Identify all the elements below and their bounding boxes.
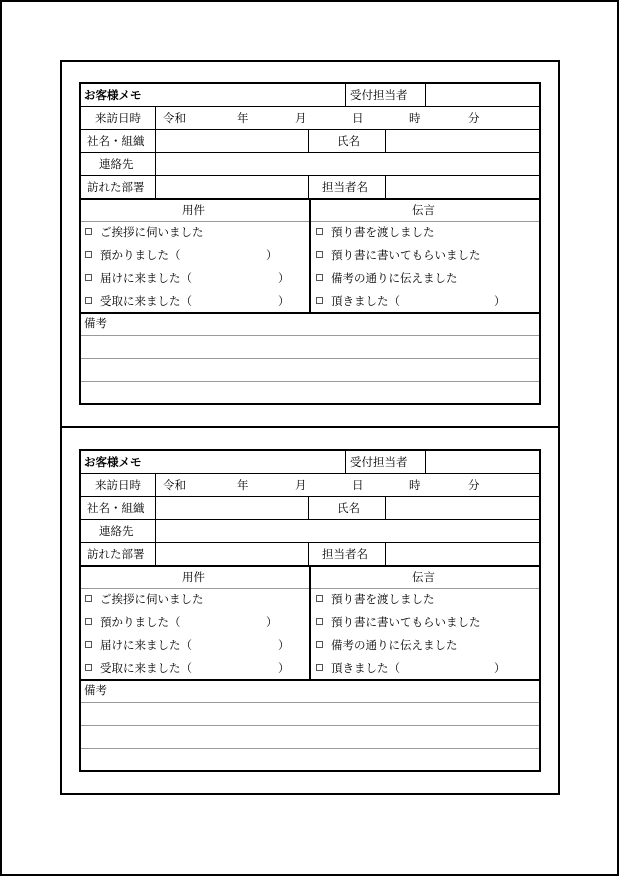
cut-line (60, 426, 560, 428)
checkbox-icon[interactable] (85, 297, 92, 304)
rule (155, 106, 156, 198)
rule (81, 679, 539, 681)
month-label: 月 (295, 478, 307, 492)
purpose-header: 用件 (182, 203, 205, 217)
rule (81, 175, 539, 176)
close-paren: ） (278, 271, 290, 285)
remarks-field[interactable] (81, 703, 539, 770)
close-paren: ） (494, 294, 506, 308)
name-label: 氏名 (337, 501, 360, 515)
close-paren: ） (494, 661, 506, 675)
name-label: 氏名 (337, 134, 360, 148)
message-header: 伝言 (412, 203, 435, 217)
message-item[interactable]: 預り書に書いてもらいました (316, 617, 481, 629)
receptionist-field[interactable] (429, 452, 537, 472)
rule (81, 106, 539, 107)
message-item[interactable]: 預り書を渡しました (316, 227, 435, 239)
day-label: 日 (352, 111, 364, 125)
rule (309, 565, 311, 679)
message-item[interactable]: 備考の通りに伝えました (316, 640, 458, 652)
purpose-item[interactable]: ご挨拶に伺いました (85, 594, 204, 606)
rule (308, 129, 309, 152)
rule (81, 496, 539, 497)
checkbox-icon[interactable] (85, 251, 92, 258)
customer-memo-card-1 (79, 82, 541, 405)
staff-label: 担当者名 (322, 180, 368, 194)
rule (425, 84, 426, 106)
purpose-item[interactable]: 預かりました（ (85, 617, 181, 629)
close-paren: ） (278, 294, 290, 308)
message-item[interactable]: 備考の通りに伝えました (316, 273, 458, 285)
staff-field[interactable] (387, 544, 537, 564)
rule (385, 542, 386, 565)
rule (81, 473, 539, 474)
purpose-item[interactable]: 届けに来ました（ (85, 273, 192, 285)
checkbox-icon[interactable] (316, 251, 323, 258)
message-item[interactable]: 頂きました（ (316, 296, 400, 308)
message-item[interactable]: 預り書に書いてもらいました (316, 250, 481, 262)
receptionist-label: 受付担当者 (350, 455, 408, 469)
company-field[interactable] (157, 498, 307, 518)
hour-label: 時 (409, 111, 421, 125)
checkbox-icon[interactable] (316, 641, 323, 648)
checkbox-icon[interactable] (316, 618, 323, 625)
year-label: 年 (237, 111, 249, 125)
purpose-item[interactable]: 受取に来ました（ (85, 663, 192, 675)
contact-label: 連絡先 (99, 524, 134, 538)
remarks-field[interactable] (81, 336, 539, 403)
close-paren: ） (278, 661, 290, 675)
message-item[interactable]: 頂きました（ (316, 663, 400, 675)
checkbox-icon[interactable] (85, 274, 92, 281)
company-label: 社名・組織 (87, 501, 145, 515)
close-paren: ） (266, 248, 278, 262)
rule (81, 129, 539, 130)
year-label: 年 (237, 478, 249, 492)
staff-field[interactable] (387, 177, 537, 197)
rule (308, 175, 309, 198)
minute-label: 分 (468, 478, 480, 492)
message-header: 伝言 (412, 570, 435, 584)
remarks-label: 備考 (84, 316, 107, 330)
rule (385, 175, 386, 198)
era-label: 令和 (163, 111, 186, 125)
rule (81, 152, 539, 153)
department-field[interactable] (157, 544, 307, 564)
rule (385, 129, 386, 152)
customer-memo-card-2 (79, 449, 541, 772)
checkbox-icon[interactable] (85, 595, 92, 602)
visit-datetime-label: 来訪日時 (95, 111, 141, 125)
purpose-item[interactable]: ご挨拶に伺いました (85, 227, 204, 239)
company-label: 社名・組織 (87, 134, 145, 148)
checkbox-icon[interactable] (85, 664, 92, 671)
memo-title: お客様メモ (84, 88, 142, 102)
contact-label: 連絡先 (99, 157, 134, 171)
receptionist-field[interactable] (429, 85, 537, 105)
name-field[interactable] (387, 498, 537, 518)
checkbox-icon[interactable] (316, 297, 323, 304)
rule (308, 542, 309, 565)
checkbox-icon[interactable] (316, 664, 323, 671)
company-field[interactable] (157, 131, 307, 151)
hour-label: 時 (409, 478, 421, 492)
name-field[interactable] (387, 131, 537, 151)
department-label: 訪れた部署 (87, 547, 145, 561)
rule (425, 451, 426, 473)
staff-label: 担当者名 (322, 547, 368, 561)
message-item[interactable]: 預り書を渡しました (316, 594, 435, 606)
rule (345, 84, 346, 106)
purpose-item[interactable]: 届けに来ました（ (85, 640, 192, 652)
month-label: 月 (295, 111, 307, 125)
checkbox-icon[interactable] (316, 228, 323, 235)
department-field[interactable] (157, 177, 307, 197)
receptionist-label: 受付担当者 (350, 88, 408, 102)
contact-field[interactable] (157, 521, 537, 541)
department-label: 訪れた部署 (87, 180, 145, 194)
purpose-item[interactable]: 預かりました（ (85, 250, 181, 262)
purpose-header: 用件 (182, 570, 205, 584)
checkbox-icon[interactable] (85, 228, 92, 235)
rule (81, 519, 539, 520)
rule (81, 312, 539, 314)
rule (309, 198, 311, 312)
checkbox-icon[interactable] (85, 618, 92, 625)
rule (345, 451, 346, 473)
rule (308, 496, 309, 519)
checkbox-icon[interactable] (316, 274, 323, 281)
era-label: 令和 (163, 478, 186, 492)
close-paren: ） (278, 638, 290, 652)
memo-title: お客様メモ (84, 455, 142, 469)
rule (81, 542, 539, 543)
checkbox-icon[interactable] (316, 595, 323, 602)
checkbox-icon[interactable] (85, 641, 92, 648)
rule (155, 473, 156, 565)
contact-field[interactable] (157, 154, 537, 174)
day-label: 日 (352, 478, 364, 492)
close-paren: ） (266, 615, 278, 629)
minute-label: 分 (468, 111, 480, 125)
visit-datetime-label: 来訪日時 (95, 478, 141, 492)
rule (385, 496, 386, 519)
remarks-label: 備考 (84, 683, 107, 697)
purpose-item[interactable]: 受取に来ました（ (85, 296, 192, 308)
